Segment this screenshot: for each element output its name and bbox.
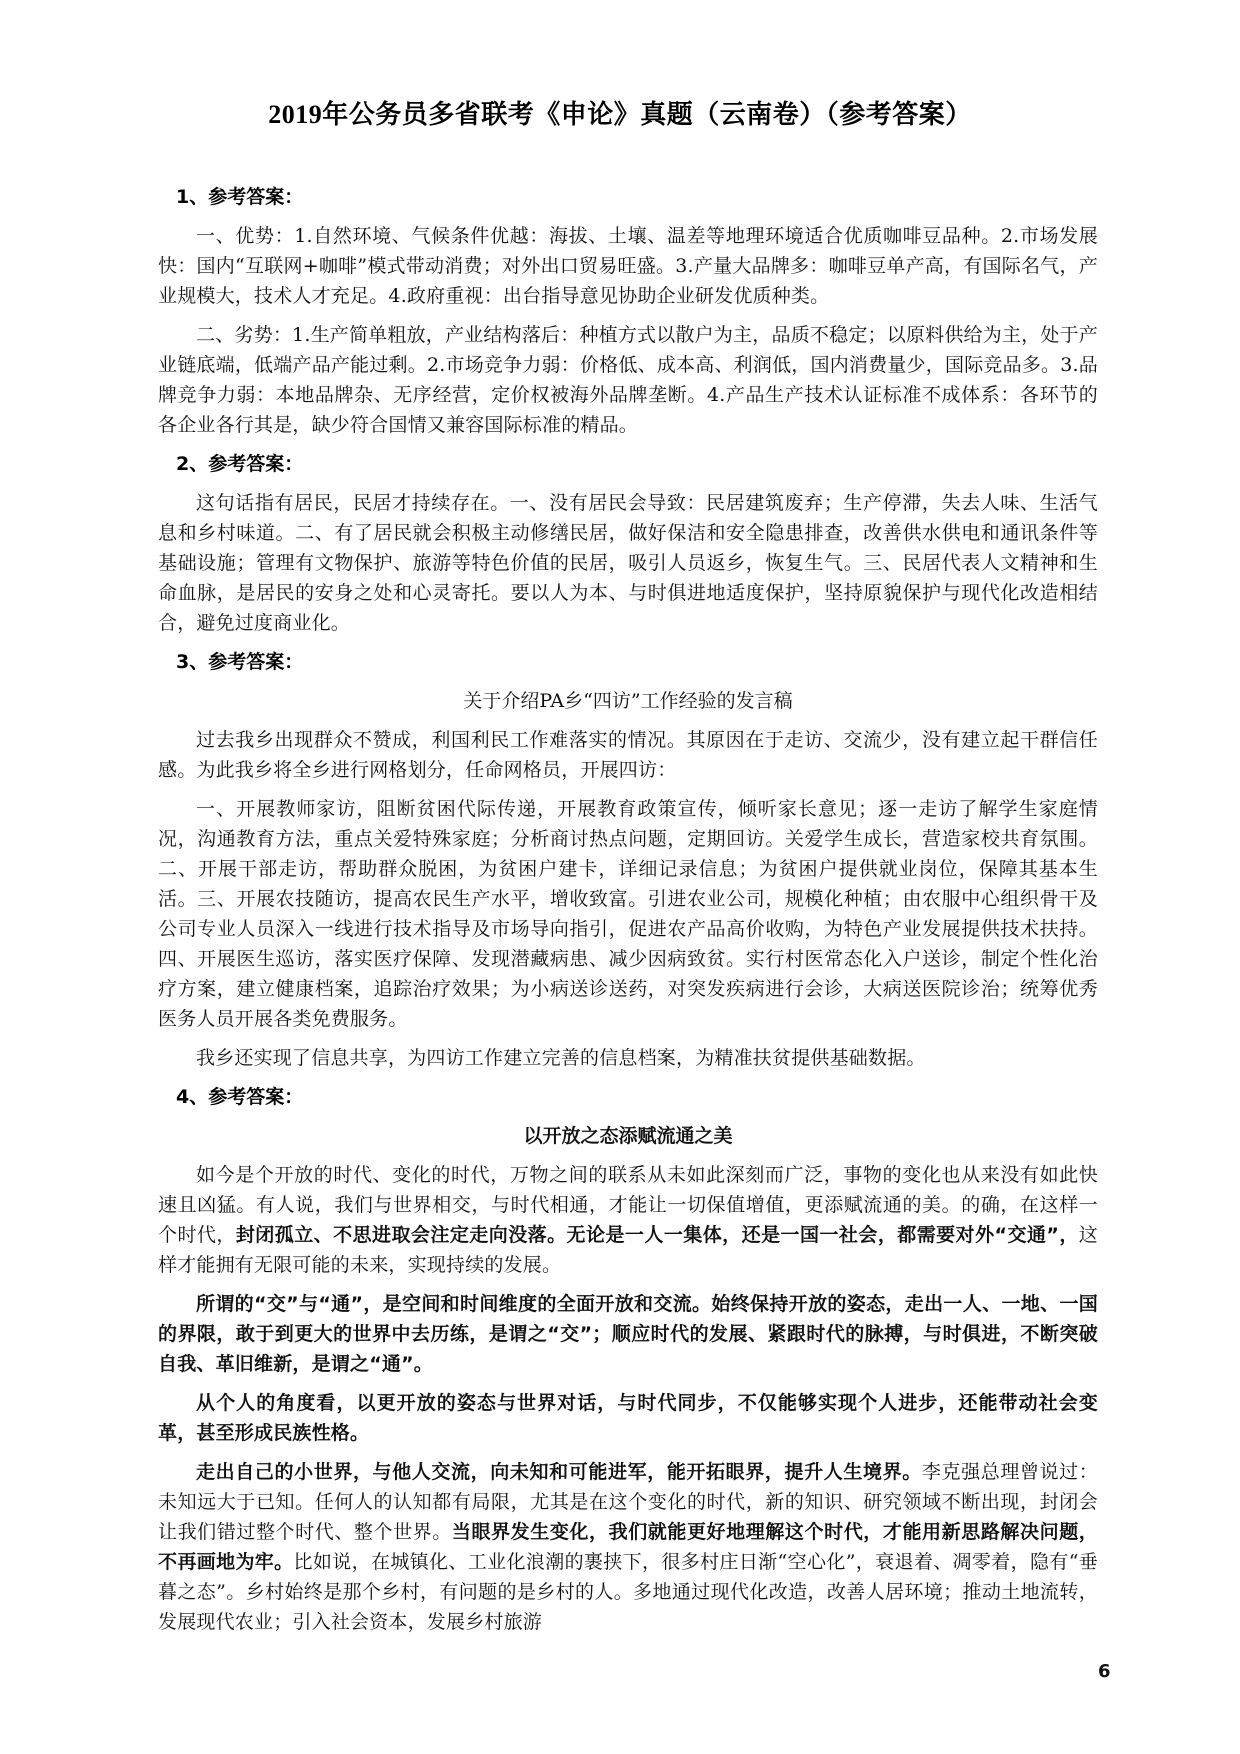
q4-p1-bold-a: 封闭孤立、不思进取会注定走向没落。无论是一人一集体，还是一国一社会，都需要对外“交通”， (235, 1224, 1079, 1246)
q4-p1-text-a: 如今是个开放的时代、变化的时代，万物之间的联系从未如此深刻而广泛，事物的变化也从来没有如此快速且凶猛。有人说，我们与世界相交，与时代相通，才能让一切保值增值，更添赋流通的美。的确，在这样一个时代， (158, 1164, 1098, 1246)
q1-heading: 1、参考答案： (176, 186, 304, 208)
q4-p4-bold-a: 走出自己的小世界，与他人交流，向未知和可能进军，能开拓眼界，提升人生境界。 (196, 1461, 922, 1483)
q4-essay-title: 以开放之态添赋流通之美 (523, 1125, 733, 1147)
q4-paragraph-1 (158, 1160, 1098, 1280)
q4-paragraph-2: 所谓的“交”与“通”，是空间和时间维度的全面开放和交流。始终保持开放的姿态，走出一人、一地、一国的界限，敢于到更大的世界中去历练，是谓之“交”；顺应时代的发展、紧跟时代的脉搏，与时俱进，不断突破自我、革旧维新，是谓之“通”。 (158, 1293, 1098, 1375)
q4-p4-bold-b: 当眼界发生变化，我们就能更好地理解这个时代，才能用新思路解决问题，不再画地为牢。 (158, 1521, 1098, 1573)
document-title: 2019年公务员多省联考《申论》真题（云南卷）（参考答案） (268, 100, 972, 129)
q3-speech-title: 关于介绍PA乡“四访”工作经验的发言稿 (463, 690, 793, 712)
q3-paragraph-intro: 过去我乡出现群众不赞成，利国利民工作难落实的情况。其原因在于走访、交流少，没有建立起干群信任感。为此我乡将全乡进行网格划分，任命网格员，开展四访： (158, 729, 1098, 781)
page-number: 6 (1098, 1661, 1111, 1682)
document-body (158, 182, 1098, 1646)
q3-paragraph-four-visits: 一、开展教师家访，阻断贫困代际传递，开展教育政策宣传，倾听家长意见；逐一走访了解学生家庭情况，沟通教育方法，重点关爱特殊家庭；分析商讨热点问题，定期回访。关爱学生成长，营造家校共育氛围。二、开展干部走访，帮助群众脱困，为贫困户建卡，详细记录信息；为贫困户提供就业岗位，保障其基本生活。三、开展农技随访，提高农民生产水平，增收致富。引进农业公司，规模化种植；由农服中心组织骨干及公司专业人员深入一线进行技术指导及市场导向指引，促进农产品高价收购，为特色产业发展提供技术扶持。四、开展医生巡访，落实医疗保障、发现潜藏病患、减少因病致贫。实行村医常态化入户送诊，制定个性化治疗方案，建立健康档案，追踪治疗效果；为小病送诊送药，对突发疾病进行会诊，大病送医院诊治；统筹优秀医务人员开展各类免费服务。 (158, 798, 1098, 1030)
q1-paragraph-strengths: 一、优势：1.自然环境、气候条件优越：海拔、土壤、温差等地理环境适合优质咖啡豆品种。2.市场发展快：国内“互联网+咖啡”模式带动消费；对外出口贸易旺盛。3.产量大品牌多：咖啡豆单产高，有国际名气，产业规模大，技术人才充足。4.政府重视：出台指导意见协助企业研发优质种类。 (158, 225, 1098, 307)
q3-heading: 3、参考答案： (176, 651, 304, 673)
q1-paragraph-weaknesses: 二、劣势：1.生产简单粗放，产业结构落后：种植方式以散户为主，品质不稳定；以原料供给为主，处于产业链底端，低端产品产能过剩。2.市场竞争力弱：价格低、成本高、利润低，国内消费量少，国际竞品多。3.品牌竞争力弱：本地品牌杂、无序经营，定价权被海外品牌垄断。4.产品生产技术认证标准不成体系：各环节的各企业各行其是，缺少符合国情又兼容国际标准的精品。 (158, 324, 1098, 436)
q4-paragraph-3: 从个人的角度看，以更开放的姿态与世界对话，与时代同步，不仅能够实现个人进步，还能带动社会变革，甚至形成民族性格。 (158, 1392, 1098, 1444)
q4-p4-text-b: 比如说，在城镇化、工业化浪潮的裹挟下，很多村庄日渐“空心化”，衰退着、凋零着，隐有“垂暮之态”。乡村始终是那个乡村，有问题的是乡村的人。多地通过现代化改造，改善人居环境；推动土地流转，发展现代农业；引入社会资本，发展乡村旅游 (158, 1551, 1098, 1633)
q4-heading: 4、参考答案： (176, 1086, 304, 1108)
q4-paragraph-4 (158, 1457, 1098, 1637)
q3-paragraph-conclusion: 我乡还实现了信息共享，为四访工作建立完善的信息档案，为精准扶贫提供基础数据。 (196, 1047, 926, 1069)
q2-heading: 2、参考答案： (176, 453, 304, 475)
q2-paragraph: 这句话指有居民，民居才持续存在。一、没有居民会导致：民居建筑废弃；生产停滞，失去人味、生活气息和乡村味道。二、有了居民就会积极主动修缮民居，做好保洁和安全隐患排查，改善供水供电和通讯条件等基础设施；管理有文物保护、旅游等特色价值的民居，吸引人员返乡，恢复生气。三、民居代表人文精神和生命血脉，是居民的安身之处和心灵寄托。要以人为本、与时俱进地适度保护，坚持原貌保护与现代化改造相结合，避免过度商业化。 (158, 492, 1098, 634)
q4-p4-text-a: 李克强总理曾说过：未知远大于已知。任何人的认知都有局限，尤其是在这个变化的时代，新的知识、研究领域不断出现，封闭会让我们错过整个时代、整个世界。 (158, 1461, 1098, 1543)
q4-p1-text-b: 这样才能拥有无限可能的未来，实现持续的发展。 (158, 1224, 1098, 1276)
